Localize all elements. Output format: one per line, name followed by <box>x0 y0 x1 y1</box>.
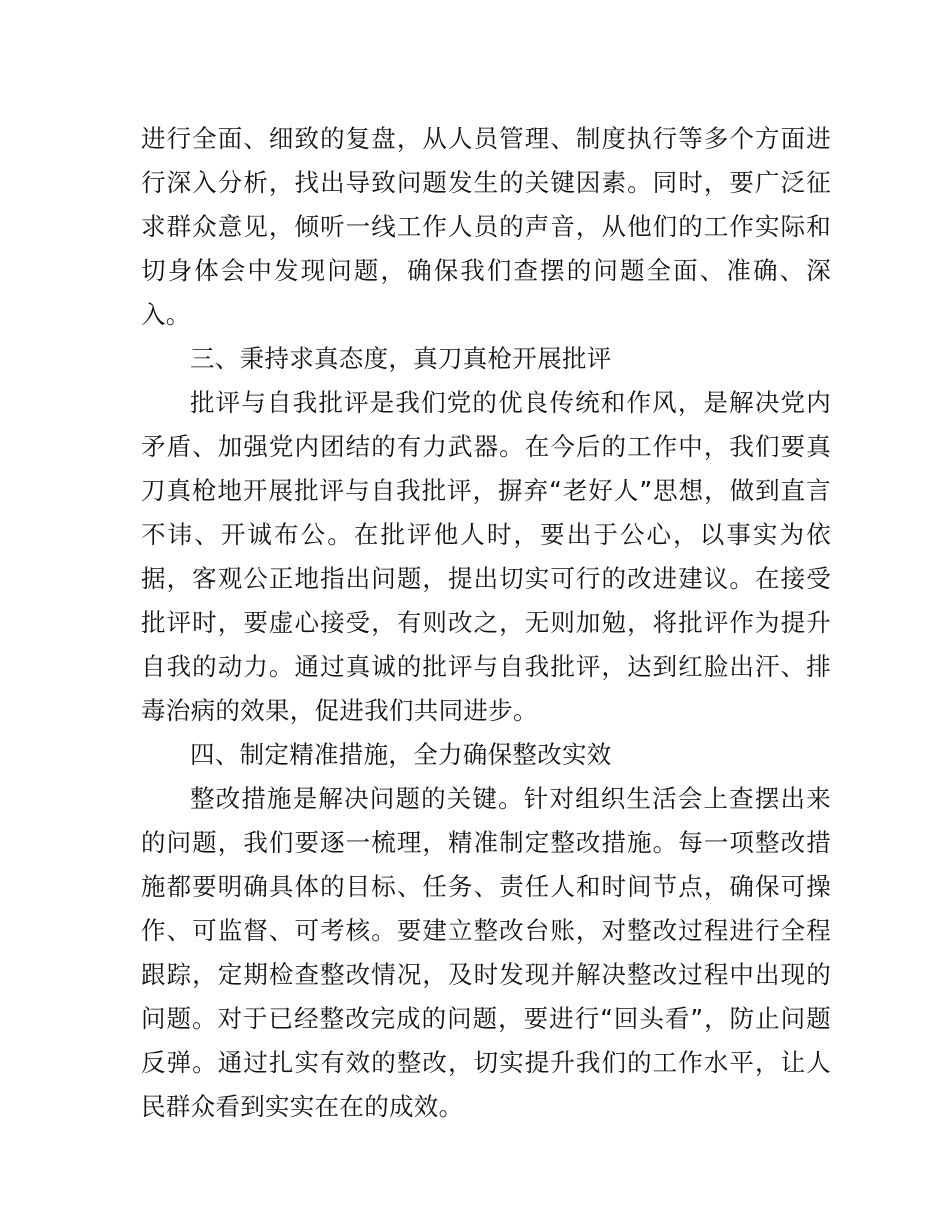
section-heading-three: 三、秉持求真态度，真刀真枪开展批评 <box>190 344 612 373</box>
document-body <box>141 117 831 1129</box>
paragraph-criticism: 批评与自我批评是我们党的优良传统和作风，是解决党内矛盾、加强党内团结的有力武器。在今后的工作中，我们要真刀真枪地开展批评与自我批评，摒弃“老好人”思想，做到直言不讳、开诚布公。在批评他人时，要出于公心，以事实为依据，客观公正地指出问题，提出切实可行的改进建议。在接受批评时，要虚心接受，有则改之，无则加勉，将批评作为提升自我的动力。通过真诚的批评与自我批评，达到红脸出汗、排毒治病的效果，促进我们共同进步。 <box>141 388 831 725</box>
paragraph-rectification: 整改措施是解决问题的关键。针对组织生活会上查摆出来的问题，我们要逐一梳理，精准制定整改措施。每一项整改措施都要明确具体的目标、任务、责任人和时间节点，确保可操作、可监督、可考核。要建立整改台账，对整改过程进行全程跟踪，定期检查整改情况，及时发现并解决整改过程中出现的问题。对于已经整改完成的问题，要进行“回头看”，防止问题反弹。通过扎实有效的整改，切实提升我们的工作水平，让人民群众看到实实在在的成效。 <box>141 784 831 1121</box>
paragraph-continuation: 进行全面、细致的复盘，从人员管理、制度执行等多个方面进行深入分析，找出导致问题发生的关键因素。同时，要广泛征求群众意见，倾听一线工作人员的声音，从他们的工作实际和切身体会中发现问题，确保我们查摆的问题全面、准确、深入。 <box>141 124 831 329</box>
section-heading-four: 四、制定精准措施，全力确保整改实效 <box>190 740 612 769</box>
